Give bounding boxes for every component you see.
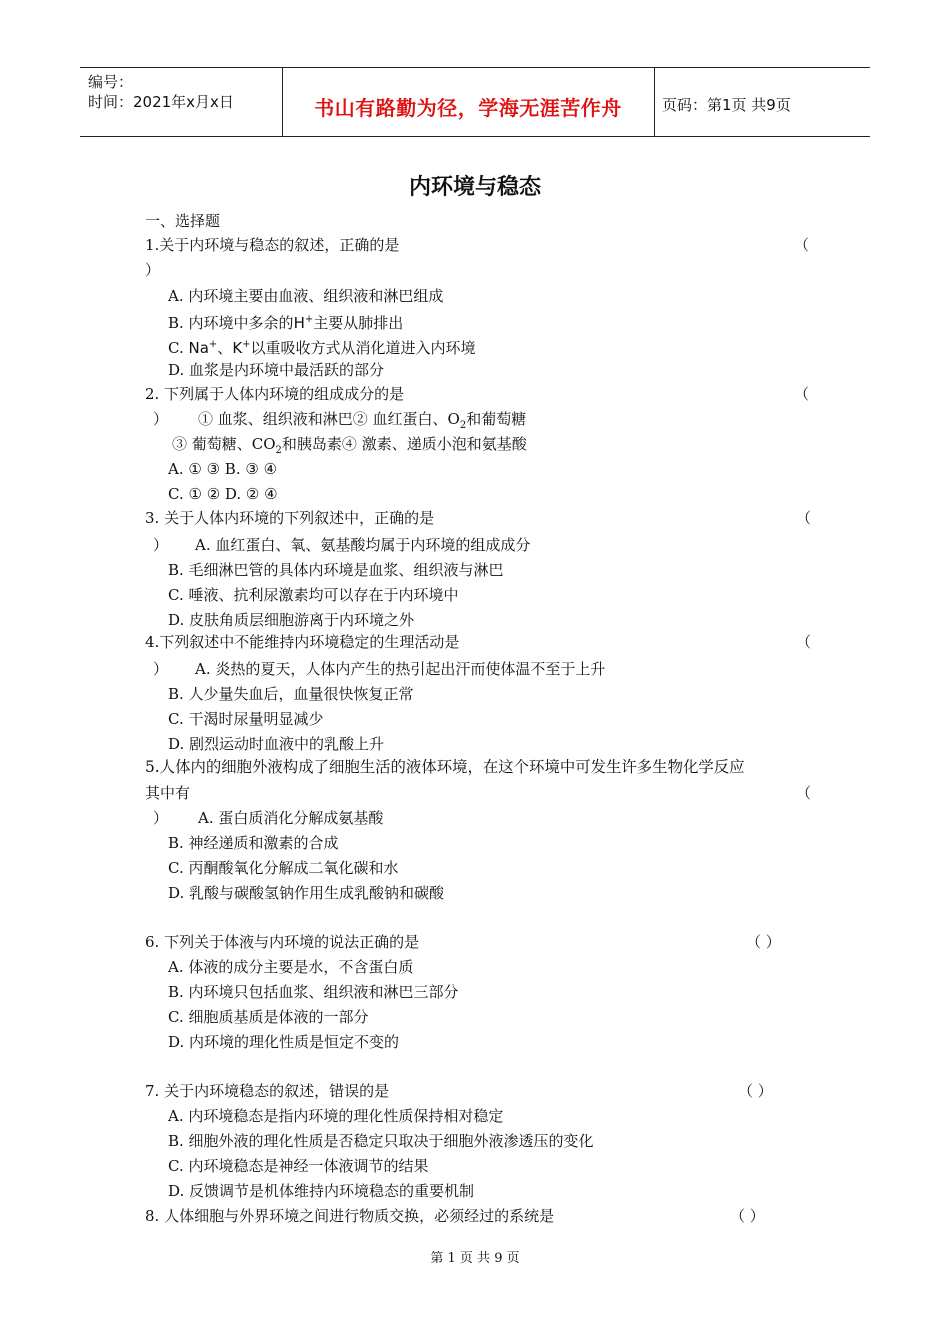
doc-title: 内环境与稳态 bbox=[408, 175, 541, 200]
q4-option-d: D. 剧烈运动时血液中的乳酸上升 bbox=[168, 735, 385, 753]
q1-option-b: B. 内环境中多余的H+主要从肺排出 bbox=[168, 314, 404, 332]
q3-option-c: C. 唾液、抗利尿激素均可以存在于内环境中 bbox=[168, 586, 459, 604]
q8-paren: （ ） bbox=[730, 1207, 765, 1225]
q7-option-b: B. 细胞外液的理化性质是否稳定只取决于细胞外液渗透压的变化 bbox=[168, 1132, 594, 1150]
q5-option-b: B. 神经递质和激素的合成 bbox=[168, 834, 339, 852]
q4-option-b: B. 人少量失血后，血量很快恢复正常 bbox=[168, 685, 414, 703]
question-6-stem: 6. 下列关于体液与内环境的说法正确的是 bbox=[145, 933, 420, 951]
motto: 书山有路勤为径，学海无涯苦作舟 bbox=[314, 96, 622, 120]
q4-paren-open: （ bbox=[796, 633, 812, 651]
question-5-stem: 5.人体内的细胞外液构成了细胞生活的液体环境，在这个环境中可发生许多生物化学反应 bbox=[145, 758, 745, 776]
q7-paren: （ ） bbox=[738, 1082, 773, 1100]
header-page-cell bbox=[654, 68, 870, 136]
q7-option-d: D. 反馈调节是机体维持内环境稳态的重要机制 bbox=[168, 1182, 475, 1200]
question-2-stem: 2. 下列属于人体内环境的组成成分的是 bbox=[145, 385, 405, 403]
q2-option-cd: C. ① ② D. ② ④ bbox=[168, 485, 278, 503]
q5-option-c: C. 丙酮酸氧化分解成二氧化碳和水 bbox=[168, 859, 399, 877]
q4-option-a: A. 炎热的夏天，人体内产生的热引起出汗而使体温不至于上升 bbox=[195, 660, 606, 678]
q3-option-a: A. 血红蛋白、氧、氨基酸均属于内环境的组成成分 bbox=[195, 536, 531, 554]
q5-option-d: D. 乳酸与碳酸氢钠作用生成乳酸钠和碳酸 bbox=[168, 884, 445, 902]
q6-paren: （ ） bbox=[746, 933, 781, 951]
q6-option-c: C. 细胞质基质是体液的一部分 bbox=[168, 1008, 369, 1026]
page-footer: 第 1 页 共 9 页 bbox=[430, 1251, 520, 1266]
q1-option-c: C. Na+、K+以重吸收方式从消化道进入内环境 bbox=[168, 339, 476, 357]
header-motto-cell bbox=[282, 68, 655, 136]
page-header bbox=[80, 67, 870, 137]
q3-paren-close: ） bbox=[153, 536, 169, 554]
q6-option-d: D. 内环境的理化性质是恒定不变的 bbox=[168, 1033, 400, 1051]
page-info: 页码：第1页 共9页 bbox=[662, 96, 791, 114]
q6-option-a: A. 体液的成分主要是水，不含蛋白质 bbox=[168, 958, 414, 976]
q5-option-a: A. 蛋白质消化分解成氨基酸 bbox=[198, 809, 384, 827]
question-4-stem: 4.下列叙述中不能维持内环境稳定的生理活动是 bbox=[145, 633, 460, 651]
q5-paren-open: （ bbox=[796, 784, 812, 802]
question-1-stem: 1.关于内环境与稳态的叙述，正确的是 bbox=[145, 236, 400, 254]
q3-option-b: B. 毛细淋巴管的具体内环境是血浆、组织液与淋巴 bbox=[168, 561, 504, 579]
q7-option-a: A. 内环境稳态是指内环境的理化性质保持相对稳定 bbox=[168, 1107, 504, 1125]
q2-item-line-2: ③ 葡萄糖、$CO_2$和胰岛素④ 激素、递质小泡和氨基酸 bbox=[172, 435, 527, 456]
q5-paren-close: ） bbox=[153, 809, 169, 827]
q4-paren-close: ） bbox=[153, 660, 169, 678]
question-8-stem: 8. 人体细胞与外界环境之间进行物质交换，必须经过的系统是 bbox=[145, 1207, 555, 1225]
q1-paren-close: ） bbox=[145, 261, 161, 279]
q2-option-ab: A. ① ③ B. ③ ④ bbox=[168, 460, 278, 478]
question-3-stem: 3. 关于人体内环境的下列叙述中，正确的是 bbox=[145, 509, 435, 527]
q2-paren-open: （ bbox=[794, 385, 810, 403]
section-heading: 一、选择题 bbox=[145, 212, 221, 230]
q2-item-line-1: ① 血浆、组织液和淋巴② 血红蛋白、$O_2$和葡萄糖 bbox=[198, 410, 527, 431]
q2-paren-close: ） bbox=[153, 410, 169, 428]
q1-paren-open: （ bbox=[794, 236, 810, 254]
q3-paren-open: （ bbox=[796, 509, 812, 527]
date-label: 时间：2021年x月x日 bbox=[88, 93, 234, 111]
header-meta-cell bbox=[80, 68, 283, 136]
q1-option-a: A. 内环境主要由血液、组织液和淋巴组成 bbox=[168, 287, 444, 305]
q3-option-d: D. 皮肤角质层细胞游离于内环境之外 bbox=[168, 611, 415, 629]
q1-option-d: D. 血浆是内环境中最活跃的部分 bbox=[168, 361, 385, 379]
serial-label: 编号： bbox=[88, 73, 134, 91]
question-7-stem: 7. 关于内环境稳态的叙述，错误的是 bbox=[145, 1082, 390, 1100]
q7-option-c: C. 内环境稳态是神经一体液调节的结果 bbox=[168, 1157, 429, 1175]
question-5-stem-cont: 其中有 bbox=[145, 784, 191, 802]
q4-option-c: C. 干渴时尿量明显减少 bbox=[168, 710, 324, 728]
q6-option-b: B. 内环境只包括血浆、组织液和淋巴三部分 bbox=[168, 983, 459, 1001]
